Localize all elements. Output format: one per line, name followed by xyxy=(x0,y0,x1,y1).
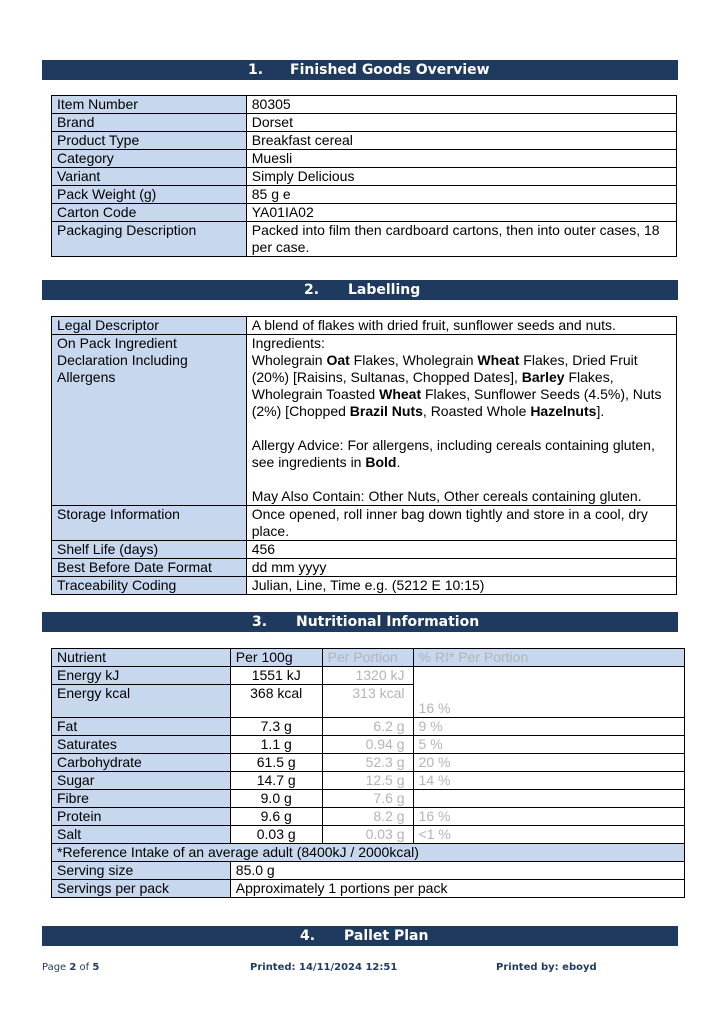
table-row xyxy=(52,150,677,168)
table-row xyxy=(52,826,685,844)
nutrition-table xyxy=(51,648,685,898)
nutrient-name: Energy kcal xyxy=(52,685,231,718)
column-header: Per 100g xyxy=(230,649,322,667)
ri-value: 16 % xyxy=(413,808,684,826)
table-row xyxy=(52,667,685,685)
nutrient-name: Salt xyxy=(52,826,231,844)
field-value: Muesli xyxy=(246,150,676,168)
field-label: Product Type xyxy=(52,132,247,150)
field-value: YA01IA02 xyxy=(246,204,676,222)
table-row xyxy=(52,736,685,754)
field-label: Traceability Coding xyxy=(52,577,247,595)
per100-value: 7.3 g xyxy=(230,718,322,736)
nutrient-name: Carbohydrate xyxy=(52,754,231,772)
field-value: A blend of flakes with dried fruit, sunflower seeds and nuts. xyxy=(246,317,676,335)
field-label: Pack Weight (g) xyxy=(52,186,247,204)
printed-by: Printed by: eboyd xyxy=(496,962,597,973)
section-header-overview xyxy=(42,60,678,80)
table-row xyxy=(52,541,677,559)
section-title: Pallet Plan xyxy=(344,928,429,944)
ri-value: 9 % xyxy=(413,718,684,736)
labelling-table xyxy=(51,316,677,595)
field-value: Breakfast cereal xyxy=(246,132,676,150)
ri-value: 14 % xyxy=(413,772,684,790)
table-row xyxy=(52,844,685,862)
field-label: Variant xyxy=(52,168,247,186)
field-value: Julian, Line, Time e.g. (5212 E 10:15) xyxy=(246,577,676,595)
portion-value: 6.2 g xyxy=(322,718,413,736)
section-title: Finished Goods Overview xyxy=(290,62,490,78)
ri-value: 16 % xyxy=(413,667,684,718)
table-row xyxy=(52,506,677,541)
allergen-text: Oat xyxy=(326,352,350,368)
ingredients-heading: Ingredients: xyxy=(251,335,325,351)
allergen-text: Barley xyxy=(521,369,565,385)
section-header-nutrition xyxy=(42,612,678,632)
table-row xyxy=(52,114,677,132)
table-row xyxy=(52,808,685,826)
ingredient-text: Flakes, Wholegrain Toasted xyxy=(251,369,614,402)
column-header: Nutrient xyxy=(52,649,231,667)
ri-value: <1 % xyxy=(413,826,684,844)
table-row xyxy=(52,754,685,772)
table-row xyxy=(52,772,685,790)
page-prefix: Page xyxy=(42,962,70,973)
field-value: 85 g e xyxy=(246,186,676,204)
per100-value: 368 kcal xyxy=(230,685,322,718)
allergen-text: Brazil Nuts xyxy=(349,403,423,419)
nutrient-name: Fat xyxy=(52,718,231,736)
page-total: 5 xyxy=(92,962,100,973)
allergen-text: Wheat xyxy=(477,352,520,368)
field-label: On Pack Ingredient Declaration Including Allergens xyxy=(52,335,247,506)
ri-value: 5 % xyxy=(413,736,684,754)
table-row xyxy=(52,649,685,667)
field-label: Servings per pack xyxy=(52,880,231,898)
field-label: Category xyxy=(52,150,247,168)
allergy-bold: Bold xyxy=(365,454,397,470)
ingredient-text: Flakes, Sunflower Seeds (4.5%), Nuts (2%) [Chopped xyxy=(251,386,662,419)
table-row xyxy=(52,168,677,186)
column-header: Per Portion xyxy=(322,649,413,667)
field-label: Serving size xyxy=(52,862,231,880)
table-row xyxy=(52,317,677,335)
ingredients-declaration xyxy=(246,335,676,506)
portion-value: 52.3 g xyxy=(322,754,413,772)
portion-value: 0.03 g xyxy=(322,826,413,844)
portion-value: 12.5 g xyxy=(322,772,413,790)
portion-value: 0.94 g xyxy=(322,736,413,754)
per100-value: 9.6 g xyxy=(230,808,322,826)
table-row xyxy=(52,204,677,222)
table-row xyxy=(52,718,685,736)
allergy-advice xyxy=(252,437,676,471)
table-row xyxy=(52,335,677,506)
allergen-text: Hazelnuts xyxy=(530,403,597,419)
per100-value: 0.03 g xyxy=(230,826,322,844)
section-number: 1. xyxy=(248,62,264,78)
field-value: Simply Delicious xyxy=(246,168,676,186)
table-row xyxy=(52,880,685,898)
field-label: Carton Code xyxy=(52,204,247,222)
portion-value: 1320 kJ xyxy=(322,667,413,685)
page-current: 2 xyxy=(69,962,77,973)
page-number xyxy=(42,962,99,973)
per100-value: 9.0 g xyxy=(230,790,322,808)
field-label: Item Number xyxy=(52,96,247,114)
page-of: of xyxy=(76,962,93,973)
section-number: 2. xyxy=(304,282,320,298)
field-label: Brand xyxy=(52,114,247,132)
overview-table xyxy=(51,95,677,257)
table-row xyxy=(52,96,677,114)
field-value: 456 xyxy=(246,541,676,559)
per100-value: 14.7 g xyxy=(230,772,322,790)
table-row xyxy=(52,559,677,577)
field-label: Storage Information xyxy=(52,506,247,541)
section-title: Labelling xyxy=(348,282,421,298)
field-value: dd mm yyyy xyxy=(246,559,676,577)
field-value: Once opened, roll inner bag down tightly and store in a cool, dry place. xyxy=(246,506,676,541)
field-label: Packaging Description xyxy=(52,222,247,257)
ingredient-text: Flakes, Wholegrain xyxy=(349,352,478,368)
ingredient-text: Wholegrain xyxy=(251,352,327,368)
table-row xyxy=(52,577,677,595)
nutrient-name: Saturates xyxy=(52,736,231,754)
allergen-text: Wheat xyxy=(379,386,422,402)
field-label: Best Before Date Format xyxy=(52,559,247,577)
table-row xyxy=(52,862,685,880)
reference-note: *Reference Intake of an average adult (8400kJ / 2000kcal) xyxy=(52,844,685,862)
section-header-pallet-plan xyxy=(42,926,678,946)
section-number: 3. xyxy=(252,614,268,630)
nutrient-name: Energy kJ xyxy=(52,667,231,685)
table-row xyxy=(52,186,677,204)
section-header-labelling xyxy=(42,280,678,300)
ingredients-list xyxy=(252,352,676,420)
allergy-text: Allergy Advice: For allergens, including cereals containing gluten, see ingredients in xyxy=(251,437,655,470)
per100-value: 61.5 g xyxy=(230,754,322,772)
printed-date: Printed: 14/11/2024 12:51 xyxy=(250,962,398,973)
per100-value: 1.1 g xyxy=(230,736,322,754)
field-value: Packed into film then cardboard cartons, then into outer cases, 18 per case. xyxy=(246,222,676,257)
section-title: Nutritional Information xyxy=(296,614,480,630)
portion-value: 313 kcal xyxy=(322,685,413,718)
table-row xyxy=(52,132,677,150)
field-label: Legal Descriptor xyxy=(52,317,247,335)
field-value: Approximately 1 portions per pack xyxy=(230,880,684,898)
section-number: 4. xyxy=(300,928,316,944)
ri-value xyxy=(413,790,684,808)
ingredient-text: ]. xyxy=(596,403,605,419)
allergy-end: . xyxy=(396,454,401,470)
portion-value: 8.2 g xyxy=(322,808,413,826)
field-value: Dorset xyxy=(246,114,676,132)
nutrient-name: Sugar xyxy=(52,772,231,790)
field-value: 80305 xyxy=(246,96,676,114)
portion-value: 7.6 g xyxy=(322,790,413,808)
per100-value: 1551 kJ xyxy=(230,667,322,685)
nutrient-name: Protein xyxy=(52,808,231,826)
field-value: 85.0 g xyxy=(230,862,684,880)
ri-value: 20 % xyxy=(413,754,684,772)
table-row xyxy=(52,790,685,808)
field-label: Shelf Life (days) xyxy=(52,541,247,559)
ingredient-text: , Roasted Whole xyxy=(422,403,531,419)
column-header: % RI* Per Portion xyxy=(413,649,684,667)
table-row xyxy=(52,222,677,257)
nutrient-name: Fibre xyxy=(52,790,231,808)
ingredient-text: Flakes, Dried Fruit (20%) [Raisins, Sultanas, Chopped Dates], xyxy=(251,352,638,385)
may-contain: May Also Contain: Other Nuts, Other cereals containing gluten. xyxy=(251,488,642,504)
